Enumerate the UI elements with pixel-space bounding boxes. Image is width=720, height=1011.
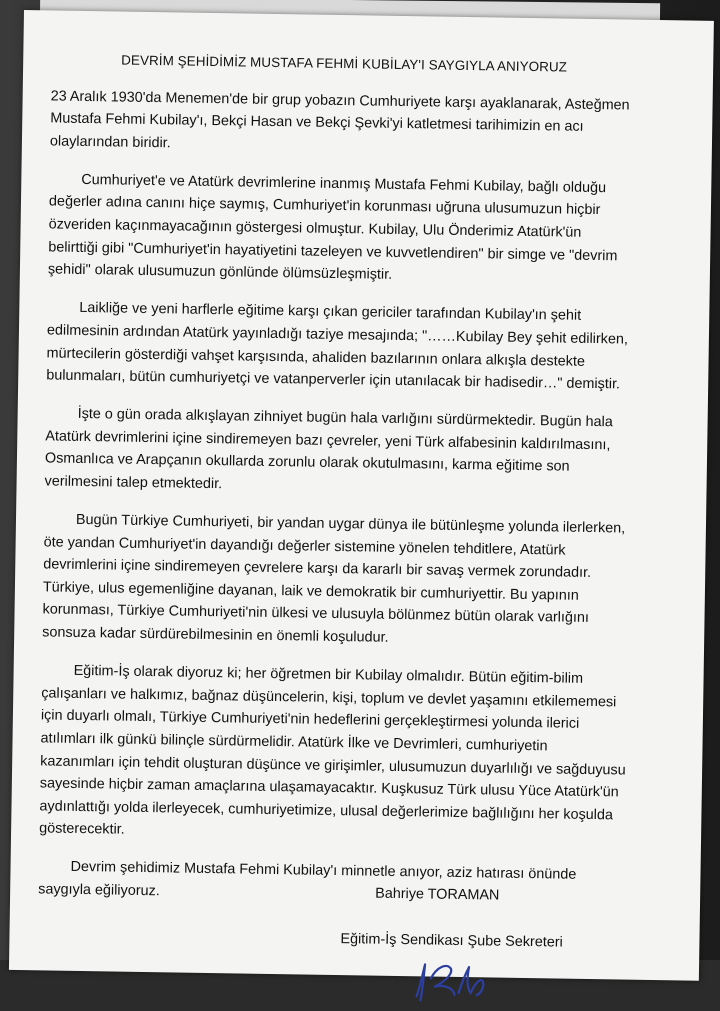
signer-name: Bahriye TORAMAN [375, 886, 500, 904]
paragraph-5: Bugün Türkiye Cumhuriyeti, bir yandan uygar dünya ile bütünleşme yolunda ilerlerken, öte yandan Cumhuriyet'in dayandığı değerler sistemine yönelen tehditlere, Atatürk devrimlerini içine sindiremeyen çevrelere karşı da kararlı bir savaş vermek zorundadır. Türkiye, ulus egemenliğine dayanan, laik ve demokratik bir cumhuriyettir. Bu yapının korunması, Türkiye Cumhuriyeti'nin ülkesi ve ulusuyla bölünmez bütün olarak varlığını sonsuza kadar sürdürebilmesinin en önemli koşuludur. [42, 511, 626, 646]
handwritten-signature [406, 957, 497, 1008]
paragraph-3: Laikliğe ve yeni harflerle eğitime karşı çıkan gericiler tarafından Kubilay'ın şehit edilmesinin ardından Atatürk yayınladığı taziye mesajında; "……Kubilay Bey şehit edilirken, mürtecilerin gösterdiği vahşet karşısında, ahaliden bazılarının onlara alkışla destekte bulunmaları, bütün cumhuriyetçi ve vatanperverler için utanılacak bir hadisedir…" demiştir. [46, 300, 629, 393]
document-page [9, 10, 714, 981]
closing-statement: Devrim şehidimiz Mustafa Fehmi Kubilay'ı minnetle anıyor, aziz hatırası önünde saygıyla eğiliyoruz. [38, 859, 577, 900]
signer-title: Eğitim-İş Sendikası Şube Sekreteri [340, 931, 563, 951]
document-body [37, 48, 692, 1005]
paragraph-4: İşte o gün orada alkışlayan zihniyet bugün hala varlığını sürdürmektedir. Bugün hala Atatürk devrimlerini içine sindiremeyen bazı çevreler, yeni Türk alfabesinin kaldırılmasını, Osmanlıca ve Arapçanın okullarda zorunlu olarak okutulmasını, karma eğitime son verilmesini talep etmektedir. [44, 406, 613, 493]
paragraph-1: 23 Aralık 1930'da Menemen'de bir grup yobazın Cumhuriyete karşı ayaklanarak, Asteğmen Mustafa Fehmi Kubilay'ı, Bekçi Hasan ve Bekçi Şevki'yi katletmesi tarihimizin en acı olaylarından biridir. [49, 88, 630, 152]
document-title: DEVRİM ŞEHİDİMİZ MUSTAFA FEHMİ KUBİLAY'I SAYGIYLA ANIYORUZ [121, 52, 568, 75]
paragraph-6: Eğitim-İş olarak diyoruz ki; her öğretmen bir Kubilay olmalıdır. Bütün eğitim-bilim çalışanları ve halkımız, bağnaz düşüncelerin, kişi, toplum ve devlet yaşamını etkilememesi için duyarlı olmalı, Türkiye Cumhuriyeti'nin hedeflerini gerçekleştirmesi yolunda ilerici atılımları ilk günkü bilinçle sürdürmelidir. Atatürk İlke ve Devrimleri, cumhuriyetin kazanımları için tehdit oluşturan düşünce ve girişimler, ulusumuzun duyarlılığı ve sağduyusu sayesinde hiçbir zaman amaçlarına ulaşamayacaktır. Kuşkusuz Türk ulusu Yüce Atatürk'ün aydınlattığı yolda ilerleyecek, cumhuriyetimize, ulusal değerlerimize bağlılığını her koşulda gösterecektir. [39, 663, 626, 838]
paragraph-2: Cumhuriyet'e ve Atatürk devrimlerine inanmış Mustafa Fehmi Kubilay, bağlı olduğu değerler adına canını hiçe saymış, Cumhuriyet'in korunması uğruna ulusumuzun hiçbir özveriden kaçınmayacağının göstergesi olmuştur. Kubilay, Ulu Önderimiz Atatürk'ün belirttiği gibi "Cumhuriyet'in hayatiyetini tazeleyen ve kuvvetlendiren" bir simge ve "devrim şehidi" olarak ulusumuzun gönlünde ölümsüzleşmiştir. [47, 171, 618, 284]
signature-block [37, 856, 679, 1006]
